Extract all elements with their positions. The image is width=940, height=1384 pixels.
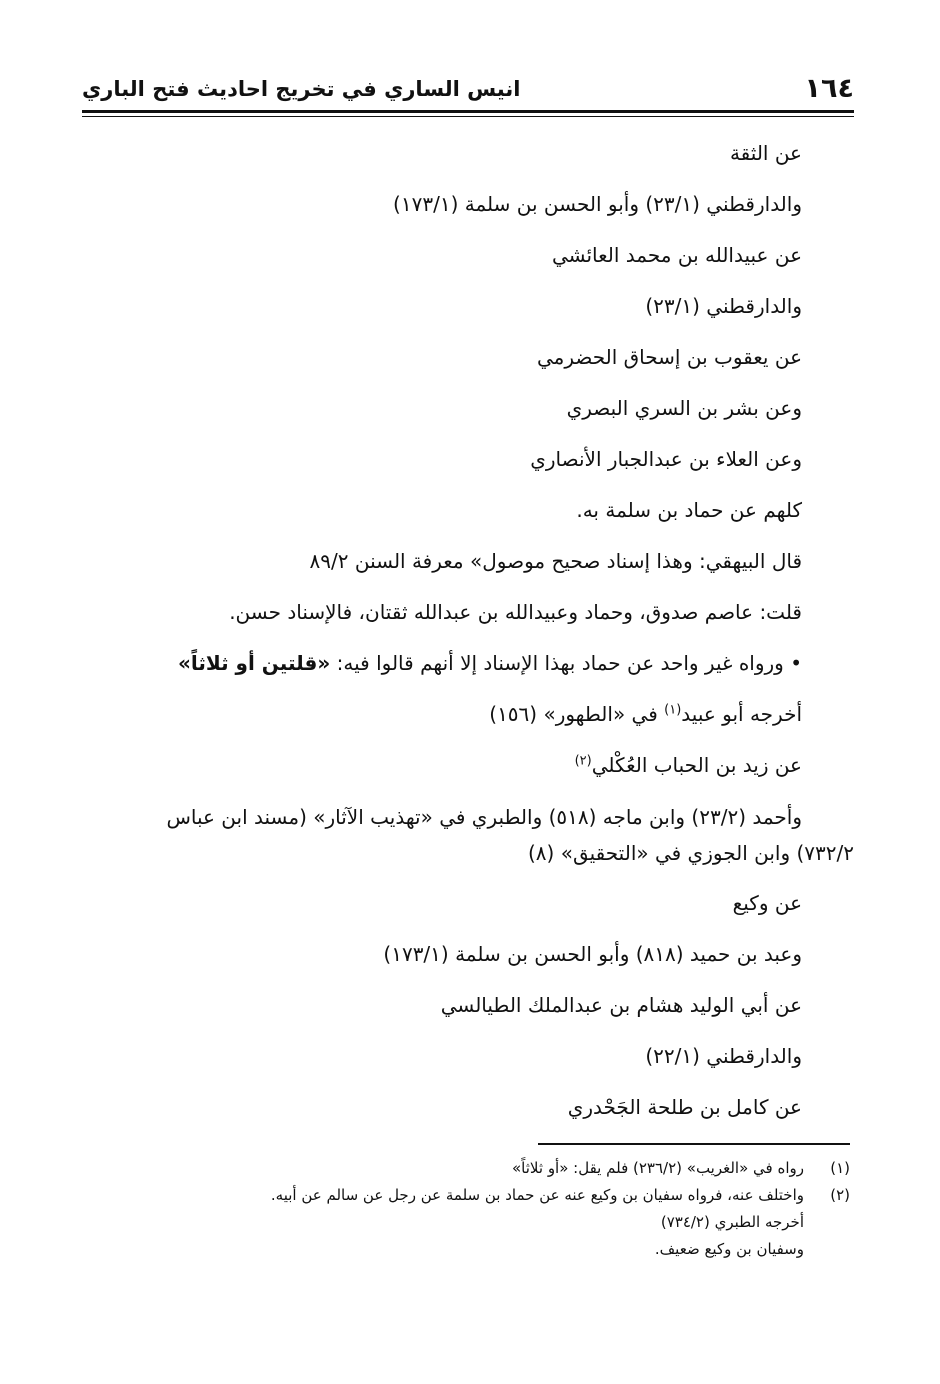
bullet-text: • ورواه غير واحد عن حماد بهذا الإسناد إلا أنهم قالوا فيه: xyxy=(330,651,802,675)
footnote-line: أخرجه الطبري (٧٣٤/٢) xyxy=(660,1213,804,1231)
text-line: عن أبي الوليد هشام بن عبدالملك الطيالسي xyxy=(440,993,802,1017)
text-line: وعن بشر بن السري البصري xyxy=(566,396,802,420)
text-line: وعبد بن حميد (٨١٨) وأبو الحسن بن سلمة (١٧٣/١) xyxy=(383,942,802,966)
header-rule-thin xyxy=(82,116,854,117)
text-line: عن عبيدالله بن محمد العائشي xyxy=(551,243,802,267)
running-title: انيس الساري في تخريج احاديث فتح الباري xyxy=(82,77,521,101)
footnote-line: رواه في «الغريب» (٢٣٦/٢) فلم يقل: «أو ثلاثاً» xyxy=(512,1159,804,1177)
bold-quote: «قلتين أو ثلاثاً» xyxy=(177,651,331,675)
bullet-line xyxy=(82,638,854,689)
footnote-ref-2[interactable]: (٢) xyxy=(574,753,592,769)
text-line: عن كامل بن طلحة الجَحْدري xyxy=(567,1095,802,1119)
text-segment: في «الطهور» (١٥٦) xyxy=(489,702,665,726)
footnote-ref-1[interactable]: (١) xyxy=(664,702,682,718)
page-number: ١٦٤ xyxy=(804,73,854,104)
text-segment: أخرجه أبو عبيد xyxy=(681,702,802,726)
footnote-line: واختلف عنه، فرواه سفيان بن وكيع عنه عن حماد بن سلمة عن رجل عن سالم عن أبيه. xyxy=(270,1186,804,1204)
footnote-number: (١) xyxy=(830,1159,850,1177)
footnote-separator xyxy=(538,1143,850,1145)
ahmad-paragraph xyxy=(82,799,854,871)
text-line: والدارقطني (٢٣/١) xyxy=(645,294,802,318)
text-line: عن يعقوب بن إسحاق الحضرمي xyxy=(536,345,802,369)
footnote-2 xyxy=(150,1182,850,1263)
paragraph-line: وأحمد (٢٣/٢) وابن ماجه (٥١٨) والطبري في «تهذيب الآثار» (مسند ابن عباس xyxy=(166,805,802,829)
header-rule-thick xyxy=(82,110,854,113)
footnote-number: (٢) xyxy=(830,1186,850,1204)
text-line: قلت: عاصم صدوق، وحماد وعبيدالله بن عبدالله ثقتان، فالإسناد حسن. xyxy=(229,600,802,624)
footnote-line: وسفيان بن وكيع ضعيف. xyxy=(654,1240,804,1258)
main-text xyxy=(82,128,854,1133)
text-line: كلهم عن حماد بن سلمة به. xyxy=(576,498,802,522)
text-line: عن وكيع xyxy=(732,891,802,915)
paragraph-line: ٧٣٢/٢) وابن الجوزي في «التحقيق» (٨) xyxy=(527,841,854,865)
text-line: قال البيهقي: وهذا إسناد صحيح موصول» معرفة السنن ٨٩/٢ xyxy=(309,549,802,573)
text-line: وعن العلاء بن عبدالجبار الأنصاري xyxy=(530,447,802,471)
footnotes xyxy=(150,1155,850,1263)
text-line: عن الثقة xyxy=(729,141,802,165)
text-line-zaid xyxy=(82,740,854,791)
text-line-abu-ubaid xyxy=(82,689,854,740)
footnote-1 xyxy=(150,1155,850,1182)
text-line: والدارقطني (٢٢/١) xyxy=(645,1044,802,1068)
text-segment: عن زيد بن الحباب العُكْلي xyxy=(591,753,802,777)
page-header xyxy=(82,72,854,108)
text-line: والدارقطني (٢٣/١) وأبو الحسن بن سلمة (١٧٣/١) xyxy=(393,192,802,216)
